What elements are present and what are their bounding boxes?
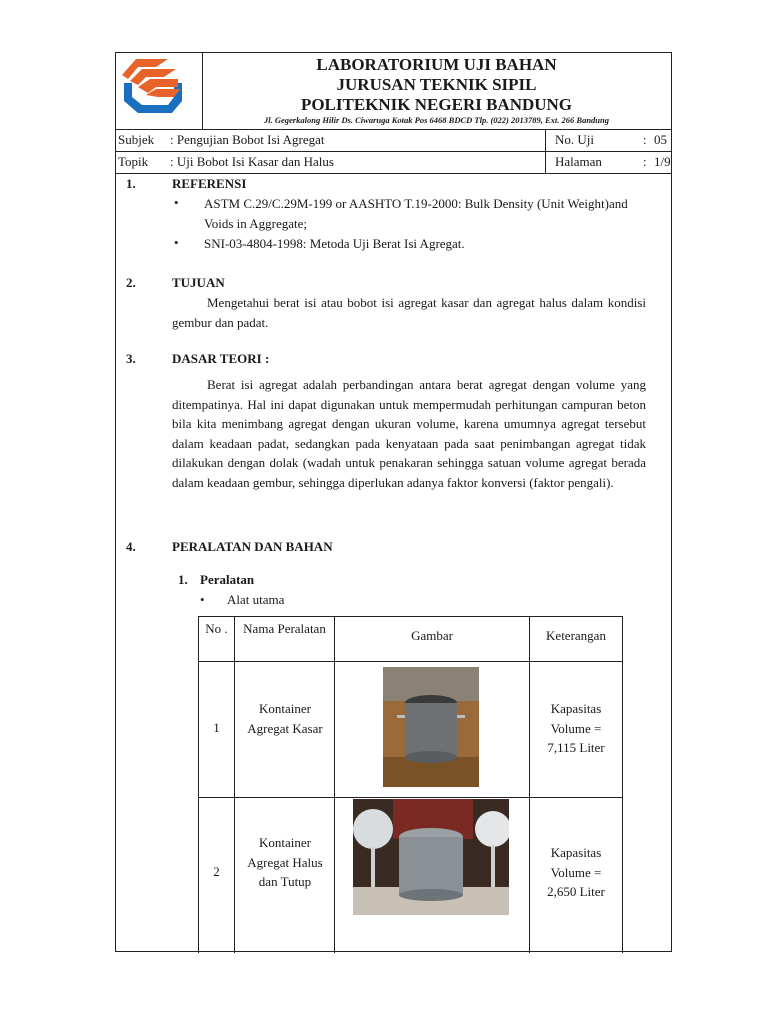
row-1-name: Kontainer Agregat Kasar	[247, 701, 323, 736]
row-1-description: Kapasitas Volume = 7,115 Liter	[547, 701, 605, 755]
topic-value: : Uji Bobot Isi Kasar dan Halus	[170, 154, 334, 169]
subject-value: : Pengujian Bobot Isi Agregat	[170, 132, 325, 147]
section-1-title: REFERENSI	[172, 176, 247, 191]
document-header	[116, 53, 671, 130]
main-tools-label: Alat utama	[227, 592, 285, 607]
page-number-box	[545, 151, 671, 173]
row-2-description: Kapasitas Volume = 2,650 Liter	[547, 845, 605, 899]
section-3-number: 3.	[126, 351, 136, 366]
test-number-colon: :	[643, 132, 647, 147]
section-3-title: DASAR TEORI :	[172, 351, 270, 366]
polban-logo	[116, 53, 202, 129]
equipment-table	[198, 616, 623, 953]
row-2-name: Kontainer Agregat Halus dan Tutup	[247, 835, 323, 889]
purpose-text: Mengetahui berat isi atau bobot isi agregat kasar dan agregat halus dalam kondisi gembur dan padat.	[172, 295, 646, 330]
section-2-number: 2.	[126, 275, 136, 290]
institution-title: POLITEKNIK NEGERI BANDUNG	[300, 95, 573, 114]
lab-title: LABORATORIUM UJI BAHAN	[316, 55, 557, 74]
institution-address: Jl. Gegerkalong Hilir Ds. Ciwaruga Kotak Pos 6468 BDCD Tlp. (022) 2013789, Ext. 266 Bandung	[264, 115, 609, 125]
test-number-box	[545, 129, 671, 151]
logo-cell	[116, 53, 203, 129]
header-title-block	[202, 53, 671, 129]
row-2-no: 2	[213, 864, 220, 879]
subsection-title: Peralatan	[200, 572, 255, 587]
reference-item-2: SNI-03-4804-1998: Metoda Uji Berat Isi Agregat.	[204, 236, 465, 251]
section-2-title: TUJUAN	[172, 275, 225, 290]
page-number-label: Halaman	[555, 154, 602, 169]
test-number-label: No. Uji	[555, 132, 594, 147]
topic-row	[116, 151, 671, 174]
section-1-number: 1.	[126, 176, 136, 191]
bullet-icon: •	[174, 195, 179, 210]
theory-text: Berat isi agregat adalah perbandingan antara berat agregat dengan volume yang ditempatinya. Hal ini dapat digunakan untuk mempermudah perhitungan campuran beton bila kita menimbang agregat dengan ukuran volume, karena umumnya agregat tersebut dalam keadaan padat, sedangkan pada kenyataan pada saat penimbangan agregat tidak dilakukan dengan dolak (wadah untuk penakaran sehingga satuan volume agregat berada dalam keadaan gembur, sehingga diperlukan adanya faktor konversi (faktor pengali).	[172, 377, 646, 490]
coarse-aggregate-container-photo	[383, 667, 479, 787]
page-number-colon: :	[643, 154, 647, 169]
subject-label: Subjek	[118, 132, 155, 147]
section-4-number: 4.	[126, 539, 136, 554]
header-description: Keterangan	[546, 628, 606, 643]
test-number-value: 05	[654, 132, 667, 147]
document-frame	[115, 52, 672, 952]
subsection-number: 1.	[178, 572, 188, 587]
bullet-icon: •	[174, 235, 179, 250]
section-4-title: PERALATAN DAN BAHAN	[172, 539, 333, 554]
department-title: JURUSAN TEKNIK SIPIL	[336, 75, 537, 94]
header-equipment-name: Nama Peralatan	[243, 621, 326, 636]
header-no: No .	[205, 621, 228, 636]
header-image: Gambar	[411, 628, 453, 643]
row-1-no: 1	[213, 720, 220, 735]
page-number-value: 1/9	[654, 154, 671, 169]
topic-label: Topik	[118, 154, 149, 169]
reference-item-1: ASTM C.29/C.29M-199 or AASHTO T.19-2000: Bulk Density (Unit Weight)and Voids in Aggregate;	[204, 196, 628, 231]
bullet-icon: •	[200, 592, 205, 607]
fine-aggregate-container-photo	[353, 799, 509, 915]
subject-row	[116, 129, 671, 152]
